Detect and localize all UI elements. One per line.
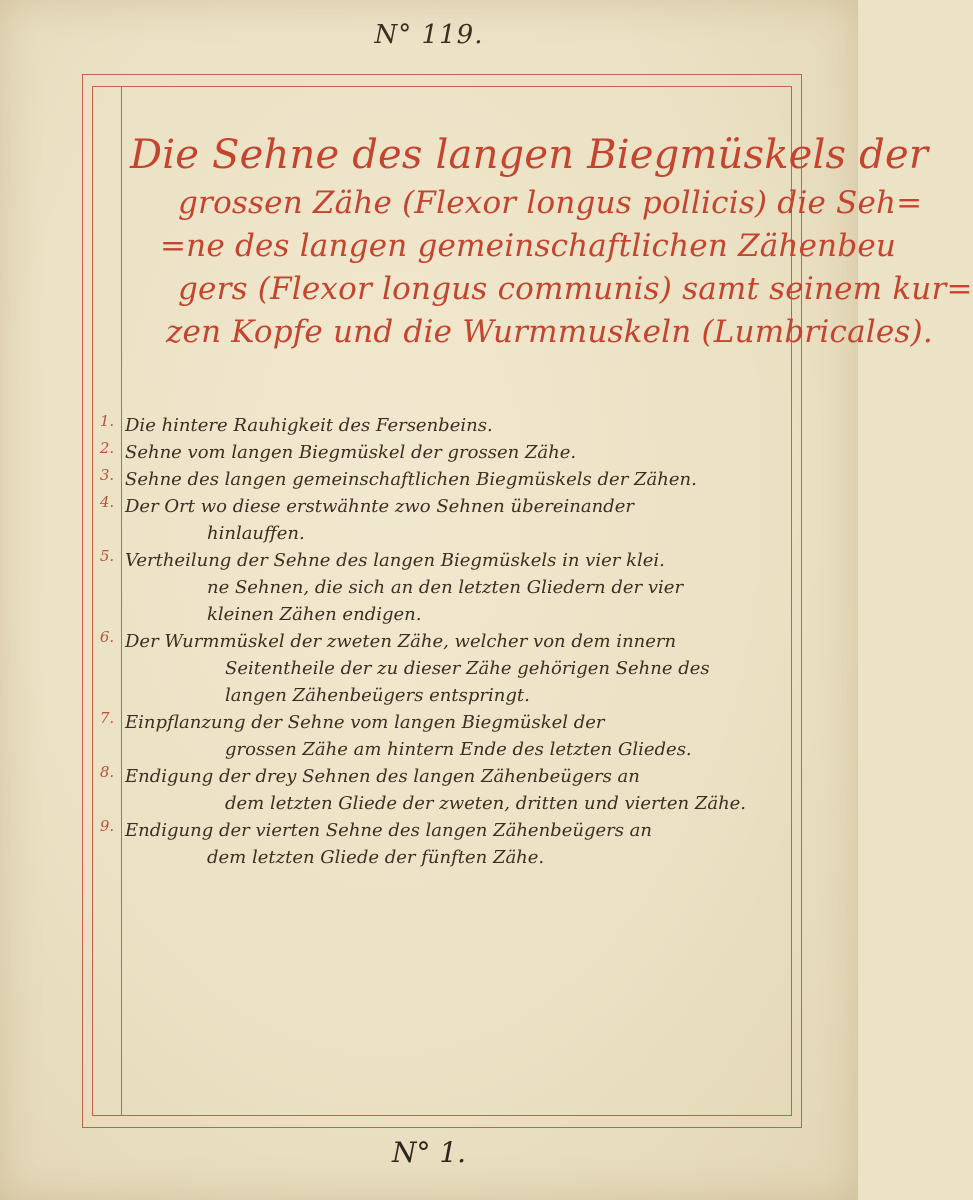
title-line: Die Sehne des langen Biegmüskels der xyxy=(130,132,929,178)
item-line: Der Wurmmüskel der zweten Zähe, welcher von dem innern xyxy=(125,631,677,652)
item-number: 6. xyxy=(99,628,115,646)
item-line: dem letzten Gliede der zweten, dritten und vierten Zähe. xyxy=(225,793,747,814)
item-number: 5. xyxy=(99,547,115,565)
item-text xyxy=(125,466,795,493)
legend-item xyxy=(95,439,795,466)
legend-item xyxy=(95,547,795,628)
item-line: kleinen Zähen endigen. xyxy=(207,604,422,625)
title-line: grossen Zähe (Flexor longus pollicis) die Seh= xyxy=(178,185,923,221)
item-line: Der Ort wo diese erstwähnte zwo Sehnen übereinander xyxy=(125,496,634,517)
signature-mark: N° 1. xyxy=(391,1136,467,1169)
page-number: N° 119. xyxy=(374,20,484,50)
title-line: =ne des langen gemeinschaftlichen Zähenbeu xyxy=(160,228,897,264)
item-line: Vertheilung der Sehne des langen Biegmüskels in vier klei. xyxy=(125,550,665,571)
legend-item xyxy=(95,412,795,439)
item-line: Endigung der drey Sehnen des langen Zähenbeügers an xyxy=(125,766,640,787)
legend-item xyxy=(95,817,795,871)
item-line: hinlauffen. xyxy=(207,523,305,544)
item-text xyxy=(125,439,795,466)
legend-item xyxy=(95,628,795,709)
item-line: Sehne vom langen Biegmüskel der grossen Zähe. xyxy=(125,442,577,463)
item-line: dem letzten Gliede der fünften Zähe. xyxy=(207,847,545,868)
item-text xyxy=(125,412,795,439)
item-text xyxy=(125,628,795,709)
item-number: 8. xyxy=(99,763,115,781)
legend-item xyxy=(95,709,795,763)
item-text xyxy=(125,709,795,763)
item-line: grossen Zähe am hintern Ende des letzten Gliedes. xyxy=(225,739,692,760)
item-text xyxy=(125,493,795,547)
item-number: 2. xyxy=(99,439,115,457)
item-number: 3. xyxy=(99,466,115,484)
legend-item xyxy=(95,493,795,547)
item-number: 9. xyxy=(99,817,115,835)
page-title xyxy=(130,128,973,354)
title-line: zen Kopfe und die Wurmmuskeln (Lumbricales). xyxy=(166,314,933,350)
item-number: 4. xyxy=(99,493,115,511)
item-number: 7. xyxy=(99,709,115,727)
title-line: gers (Flexor longus communis) samt seinem kur= xyxy=(178,271,973,307)
item-line: Die hintere Rauhigkeit des Fersenbeins. xyxy=(125,415,493,436)
item-line: Endigung der vierten Sehne des langen Zähenbeügers an xyxy=(125,820,653,841)
item-line: langen Zähenbeügers entspringt. xyxy=(225,685,530,706)
item-line: ne Sehnen, die sich an den letzten Gliedern der vier xyxy=(207,577,684,598)
legend-item xyxy=(95,763,795,817)
item-line: Einpflanzung der Sehne vom langen Biegmüskel der xyxy=(125,712,605,733)
legend-list xyxy=(95,412,795,871)
legend-item xyxy=(95,466,795,493)
item-line: Sehne des langen gemeinschaftlichen Biegmüskels der Zähen. xyxy=(125,469,697,490)
item-text xyxy=(125,763,795,817)
item-text xyxy=(125,547,795,628)
item-text xyxy=(125,817,795,871)
item-line: Seitentheile der zu dieser Zähe gehörigen Sehne des xyxy=(225,658,710,679)
item-number: 1. xyxy=(99,412,115,430)
